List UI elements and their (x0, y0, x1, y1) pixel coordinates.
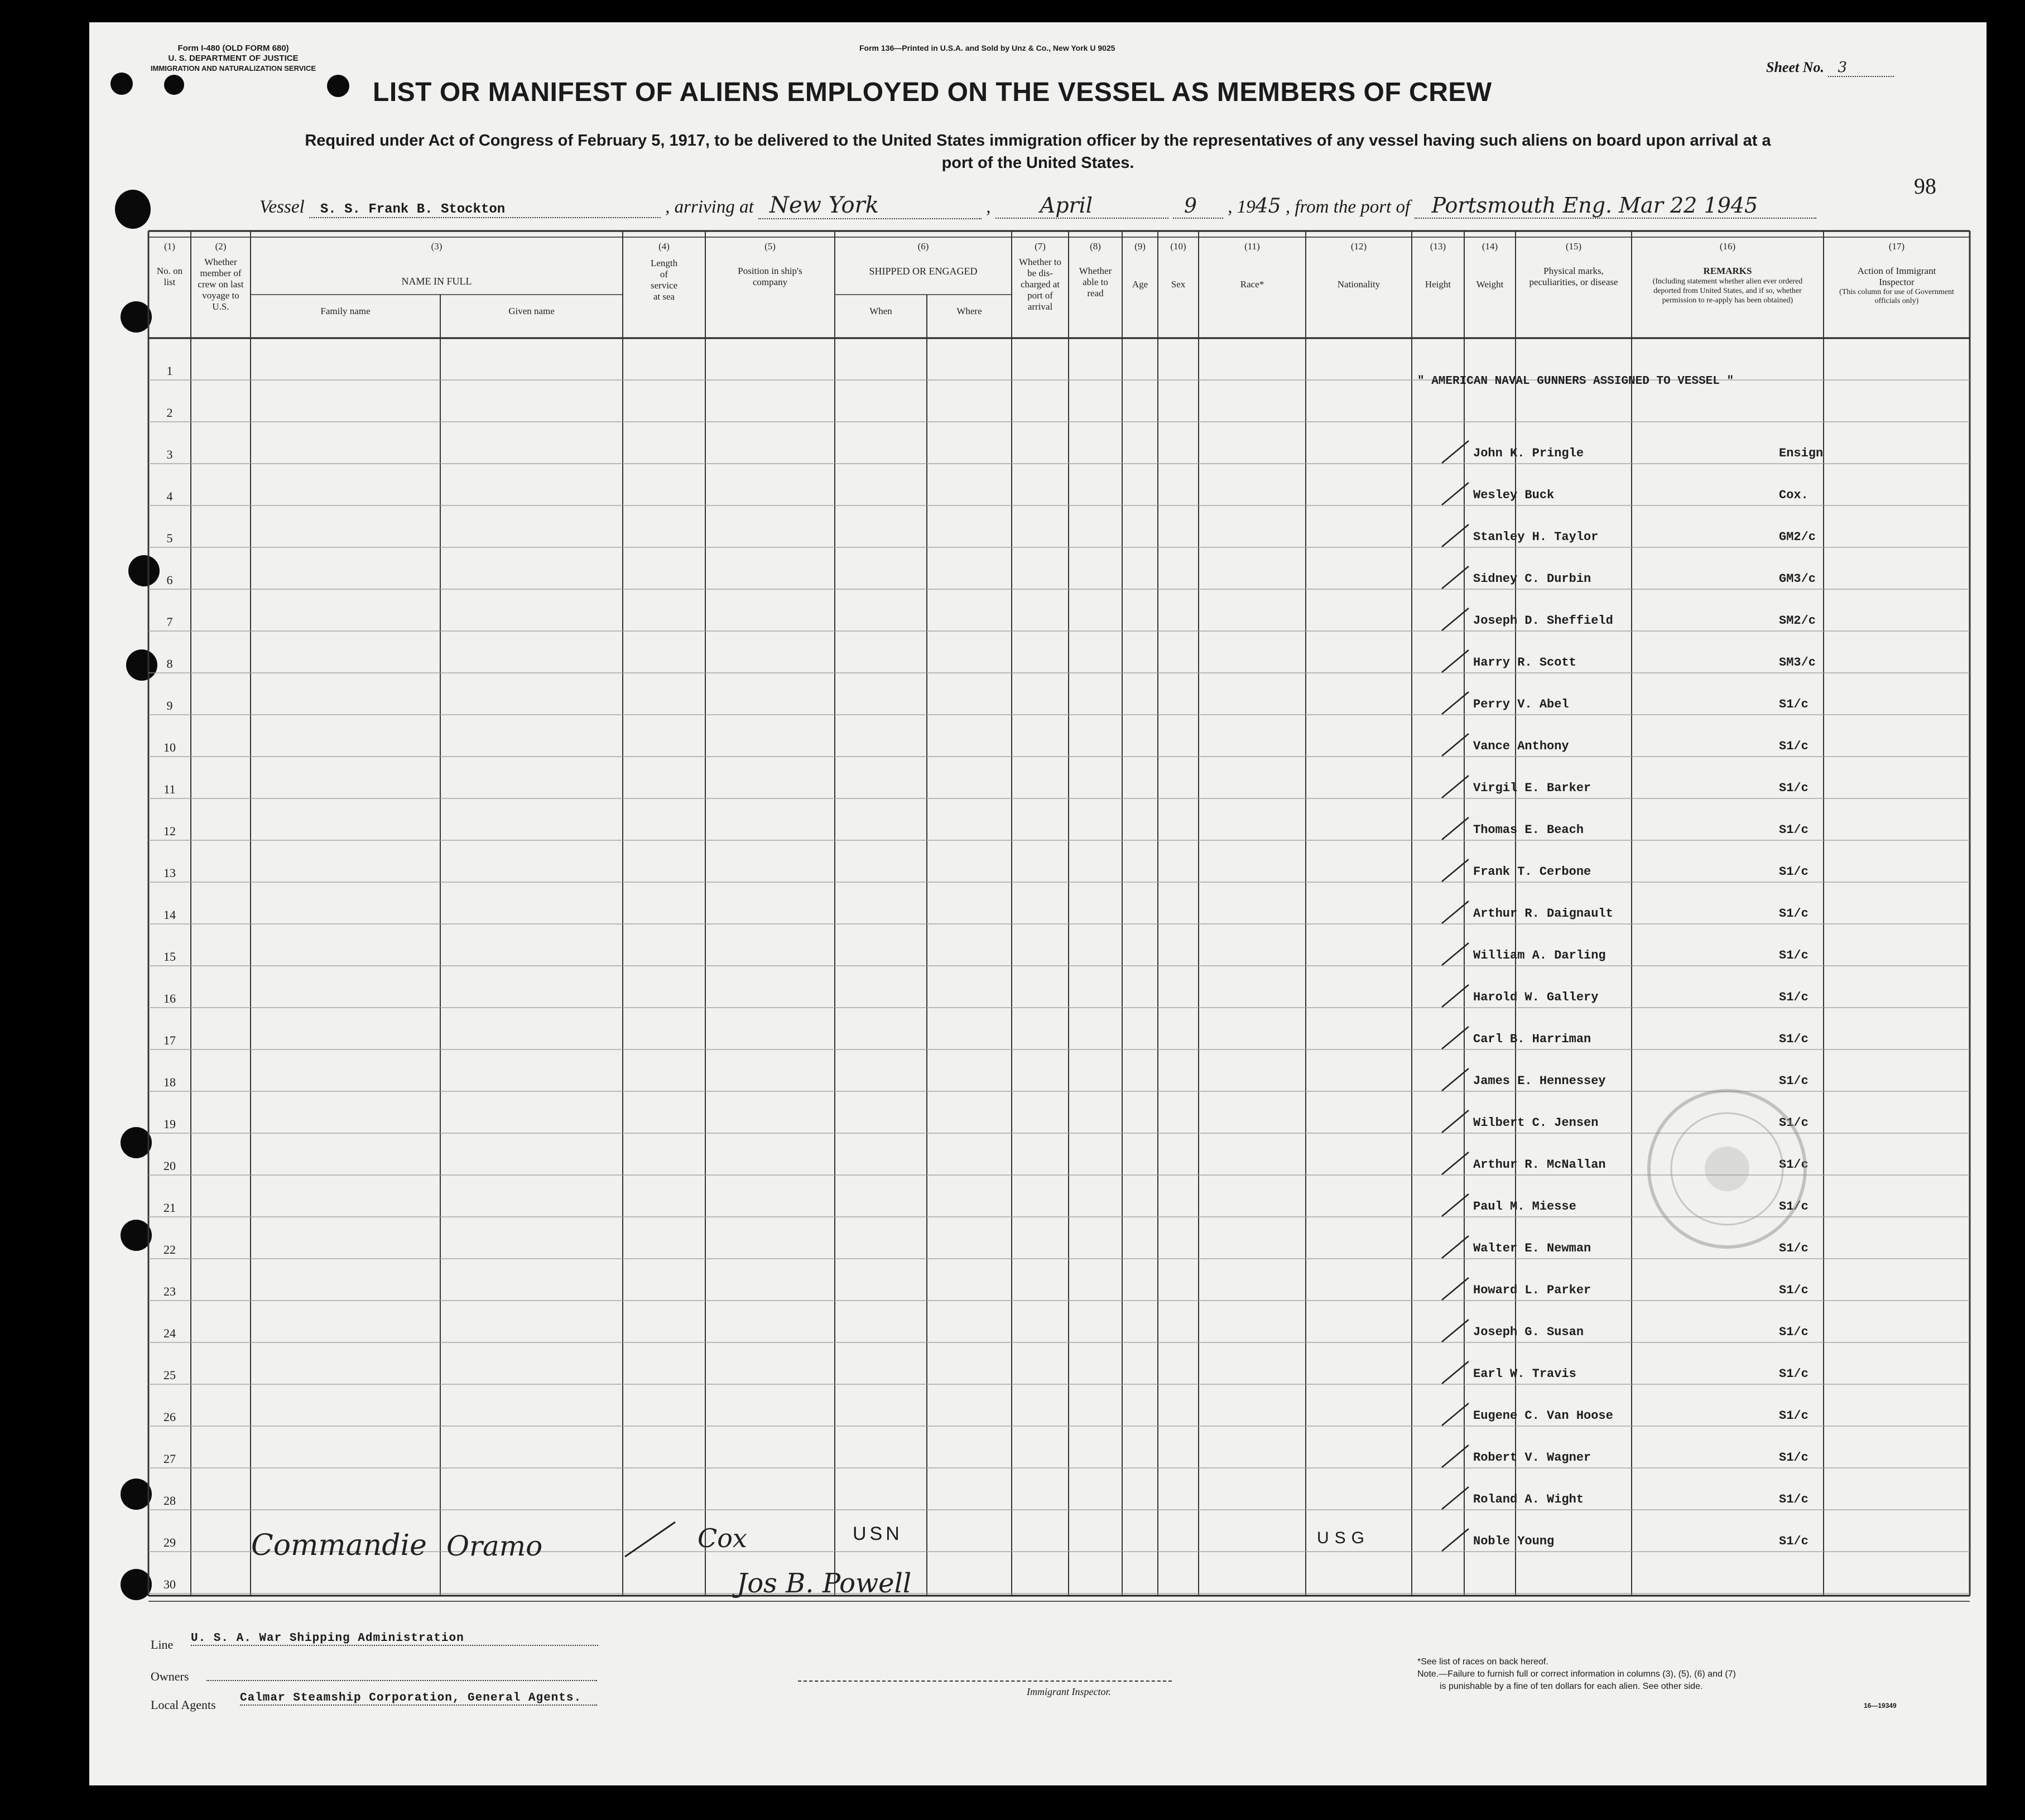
official-stamp (1641, 1082, 1814, 1255)
gunner-name: Paul M. Miesse (1473, 1200, 1576, 1214)
gunner-rank: Cox. (1779, 488, 1808, 502)
col8-header (1069, 241, 1122, 299)
col13-num: (13) (1430, 241, 1446, 252)
col17-note: (This column for use of Government officials only) (1839, 288, 1954, 305)
subtitle-line1: Required under Act of Congress of February 5, 1917, to be delivered to the United States immigration officer by the representatives of any vessel having such aliens on board upon arrival at a (305, 132, 1771, 150)
col1-header (148, 241, 191, 288)
check-mark (1439, 1527, 1472, 1554)
col17-label: Action of Immigrant Inspector (1857, 266, 1936, 287)
col2-header (191, 241, 251, 312)
col7-num: (7) (1035, 241, 1046, 252)
col11-header (1199, 241, 1306, 290)
line-value: U. S. A. War Shipping Administration (191, 1632, 598, 1646)
sheet-label: Sheet No. (1766, 59, 1824, 75)
check-mark (1439, 1234, 1472, 1262)
col13-label: Height (1425, 279, 1451, 290)
inspector-signature-line (798, 1681, 1172, 1682)
check-mark (1439, 690, 1472, 718)
row-number: 21 (163, 1201, 176, 1215)
col12-num: (12) (1350, 241, 1367, 252)
col12-header (1306, 241, 1412, 290)
manifest-page (89, 22, 1986, 1785)
check-mark (1439, 1024, 1472, 1052)
row30-slash-mark (619, 1518, 681, 1562)
gunner-name: James E. Hennessey (1473, 1074, 1606, 1088)
col4-num: (4) (658, 241, 670, 252)
col10-header (1158, 241, 1199, 290)
printer-line: Form 136—Printed in U.S.A. and Sold by Unz & Co., New York U 9025 (859, 44, 1115, 52)
col17-num: (17) (1888, 241, 1905, 252)
check-mark (1439, 1359, 1472, 1387)
gunner-name: Noble Young (1473, 1534, 1555, 1548)
col8-num: (8) (1090, 241, 1101, 252)
col11-num: (11) (1244, 241, 1260, 252)
gunner-rank: S1/c (1779, 697, 1808, 711)
row-number: 6 (166, 573, 173, 587)
gunner-rank: S1/c (1779, 1534, 1808, 1548)
comma: , (986, 197, 991, 217)
check-mark (1439, 522, 1472, 550)
col9-num: (9) (1134, 241, 1146, 252)
gunner-rank: S1/c (1779, 948, 1808, 962)
row-number: 16 (163, 991, 176, 1005)
col7-label: Whether to be dis-charged at port of arrival (1019, 257, 1061, 312)
page-title: LIST OR MANIFEST OF ALIENS EMPLOYED ON THE VESSEL AS MEMBERS OF CREW (373, 78, 1492, 107)
gunner-name: Virgil E. Barker (1473, 781, 1591, 795)
gunner-rank: SM2/c (1779, 614, 1816, 628)
gunner-name: Stanley H. Taylor (1473, 530, 1599, 544)
check-mark (1439, 1108, 1472, 1136)
line-label: Line (151, 1638, 174, 1652)
gunner-rank: SM3/c (1779, 656, 1816, 670)
check-mark (1439, 1066, 1472, 1094)
gunner-name: Walter E. Newman (1473, 1241, 1591, 1255)
vessel-label: Vessel (259, 197, 305, 217)
gunner-name: Wesley Buck (1473, 488, 1555, 502)
sheet-value: 3 (1828, 59, 1894, 77)
from-port: Portsmouth Eng. Mar 22 1945 (1415, 193, 1816, 219)
col17-header (1824, 241, 1970, 306)
check-mark (1439, 480, 1472, 508)
agents-label: Local Agents (151, 1698, 216, 1712)
col3-given-header: Given name (508, 306, 555, 316)
row-number: 9 (166, 699, 173, 712)
department: U. S. DEPARTMENT OF JUSTICE (168, 54, 299, 63)
row-number: 27 (163, 1452, 176, 1466)
col3-label: NAME IN FULL (401, 276, 472, 287)
gunner-rank: S1/c (1779, 1492, 1808, 1506)
from-label: , from the port of (1285, 197, 1411, 217)
gunner-rank: Ensign (1779, 446, 1824, 460)
gunner-name: Harold W. Gallery (1473, 990, 1599, 1004)
check-mark (1439, 648, 1472, 676)
col2-label: Whether member of crew on last voyage to U.S. (198, 257, 244, 312)
owners-value (206, 1665, 597, 1681)
gunner-name: Robert V. Wagner (1473, 1451, 1591, 1465)
check-mark (1439, 564, 1472, 592)
row-number: 20 (163, 1159, 176, 1173)
col10-label: Sex (1171, 279, 1186, 290)
col15-label: Physical marks, peculiarities, or disease (1529, 266, 1618, 287)
subtitle-line2: port of the United States. (941, 154, 1134, 172)
row30-position: Cox (698, 1523, 747, 1553)
footnote-line2: is punishable by a fine of ten dollars for each alien. See other side. (1440, 1682, 1703, 1691)
gunner-name: Frank T. Cerbone (1473, 865, 1591, 879)
col14-label: Weight (1476, 279, 1504, 290)
col5-num: (5) (764, 241, 776, 252)
col2-num: (2) (215, 241, 227, 252)
check-mark (1439, 983, 1472, 1010)
vessel-name: S. S. Frank B. Stockton (309, 202, 661, 218)
gunner-name: Vance Anthony (1473, 739, 1569, 753)
check-mark (1439, 899, 1472, 927)
gunner-name: Earl W. Travis (1473, 1367, 1576, 1381)
col5-label: Position in ship's company (738, 266, 802, 287)
row-number: 13 (163, 866, 176, 880)
col4-label: Length of service at sea (651, 258, 678, 302)
col15-num: (15) (1565, 241, 1582, 252)
gunner-rank: S1/c (1779, 1158, 1808, 1172)
col14-header (1464, 241, 1516, 290)
gunner-name: Howard L. Parker (1473, 1283, 1591, 1297)
check-mark (1439, 731, 1472, 759)
gunner-name: John K. Pringle (1473, 446, 1584, 460)
row-number: 5 (166, 531, 173, 545)
form-id: Form I-480 (OLD FORM 680) (177, 44, 289, 53)
gunner-rank: S1/c (1779, 739, 1808, 753)
col3-header (251, 241, 623, 287)
gunner-name: Perry V. Abel (1473, 697, 1569, 711)
date-day: 9 (1173, 195, 1223, 219)
row-number: 8 (166, 657, 173, 671)
gunner-name: Eugene C. Van Hoose (1473, 1409, 1613, 1423)
gunner-name: Sidney C. Durbin (1473, 572, 1591, 586)
row-number: 22 (163, 1243, 176, 1256)
page-number: 98 (1914, 174, 1936, 199)
gunner-name: Roland A. Wight (1473, 1492, 1584, 1506)
col1-num: (1) (164, 241, 175, 252)
gunner-name: Joseph G. Susan (1473, 1325, 1584, 1339)
check-mark (1439, 606, 1472, 634)
col6-where-header: Where (956, 306, 982, 316)
row-number: 3 (166, 447, 173, 461)
col7-header (1012, 241, 1069, 312)
inspector-label: Immigrant Inspector. (1027, 1686, 1111, 1697)
gunner-rank: S1/c (1779, 1074, 1808, 1088)
gunner-rank: S1/c (1779, 1032, 1808, 1046)
check-mark (1439, 1275, 1472, 1303)
row30-nationality: USG (1317, 1529, 1370, 1547)
check-mark (1439, 1150, 1472, 1178)
row-number: 26 (163, 1410, 176, 1424)
gunner-name: Arthur R. Daignault (1473, 907, 1613, 921)
gunner-rank: S1/c (1779, 823, 1808, 837)
row30-signature: Jos B. Powell (737, 1568, 912, 1599)
row-number: 17 (163, 1033, 176, 1047)
col16-label: REMARKS (1703, 266, 1752, 276)
row30-family-name: Commandie (251, 1529, 427, 1562)
col9-header (1122, 241, 1158, 290)
col12-label: Nationality (1337, 279, 1381, 290)
owners-label: Owners (151, 1669, 189, 1683)
gunner-rank: S1/c (1779, 1367, 1808, 1381)
gunner-name: Thomas E. Beach (1473, 823, 1584, 837)
gunner-rank: S1/c (1779, 865, 1808, 879)
check-mark (1439, 1192, 1472, 1220)
gunner-name: William A. Darling (1473, 948, 1606, 962)
gunner-rank: S1/c (1779, 1241, 1808, 1255)
gunner-rank: S1/c (1779, 1283, 1808, 1297)
gunner-name: Joseph D. Sheffield (1473, 614, 1613, 628)
col11-label: Race* (1240, 279, 1264, 290)
row-number: 14 (163, 908, 176, 922)
row30-given-name: Oramo (446, 1530, 543, 1562)
gunner-rank: S1/c (1779, 1325, 1808, 1339)
check-mark (1439, 439, 1472, 466)
gunners-heading: " AMERICAN NAVAL GUNNERS ASSIGNED TO VESSEL " (1417, 375, 1734, 388)
row30-service: USN (853, 1523, 903, 1544)
row-number: 10 (163, 740, 176, 754)
date-year-suffix: 45 (1255, 195, 1281, 218)
row-number: 1 (166, 364, 173, 378)
row-number: 19 (163, 1117, 176, 1131)
check-mark (1439, 1485, 1472, 1513)
row-number: 24 (163, 1326, 176, 1340)
date-year-prefix: , 19 (1228, 197, 1256, 217)
gunner-name: Arthur R. McNallan (1473, 1158, 1606, 1172)
col6-when-header: When (869, 306, 892, 316)
row-number: 2 (166, 406, 173, 420)
check-mark (1439, 1401, 1472, 1429)
col5-header (705, 241, 835, 288)
row-number: 28 (163, 1494, 176, 1508)
col6-header (835, 241, 1012, 277)
row-number: 18 (163, 1075, 176, 1089)
gunner-rank: S1/c (1779, 1116, 1808, 1130)
row-number: 23 (163, 1284, 176, 1298)
row-number: 30 (163, 1577, 176, 1591)
print-code: 16—19349 (1864, 1702, 1897, 1710)
gunner-rank: GM2/c (1779, 530, 1816, 544)
gunner-name: Wilbert C. Jensen (1473, 1116, 1599, 1130)
date-month: April (995, 193, 1168, 219)
gunner-rank: S1/c (1779, 781, 1808, 795)
col6-num: (6) (917, 241, 929, 252)
col3-num: (3) (431, 241, 442, 252)
col16-note: (Including statement whether alien ever ordered deported from United States, and if so, whether permission to re-apply has been obtained) (1652, 277, 1803, 305)
col9-label: Age (1132, 279, 1148, 290)
gunner-rank: GM3/c (1779, 572, 1816, 586)
col16-header (1632, 241, 1824, 305)
check-mark (1439, 773, 1472, 801)
col4-header (623, 241, 705, 302)
col15-header (1516, 241, 1632, 288)
col6-label: SHIPPED OR ENGAGED (869, 266, 978, 277)
service: IMMIGRATION AND NATURALIZATION SERVICE (151, 64, 316, 73)
row-number: 25 (163, 1368, 176, 1382)
row-number: 4 (166, 489, 173, 503)
check-mark (1439, 857, 1472, 885)
gunner-rank: S1/c (1779, 1409, 1808, 1423)
col1-label: No. on list (156, 266, 183, 287)
check-mark (1439, 1443, 1472, 1471)
gunner-name: Harry R. Scott (1473, 656, 1576, 670)
gunner-name: Carl B. Harriman (1473, 1032, 1591, 1046)
arriving-label: , arriving at (665, 197, 754, 217)
row-number: 29 (163, 1535, 176, 1549)
agents-value: Calmar Steamship Corporation, General Agents. (240, 1692, 597, 1706)
col8-label: Whether able to read (1079, 266, 1112, 298)
arriving-port: New York (758, 192, 982, 219)
col16-num: (16) (1719, 241, 1736, 252)
gunner-rank: S1/c (1779, 1451, 1808, 1465)
row-number: 11 (163, 782, 176, 796)
check-mark (1439, 1317, 1472, 1345)
footnote-line1: Note.—Failure to furnish full or correct information in columns (3), (5), (6) and (7) (1417, 1669, 1736, 1679)
check-mark (1439, 815, 1472, 843)
row-number: 12 (163, 824, 176, 838)
gunner-rank: S1/c (1779, 1200, 1808, 1214)
col3-family-header: Family name (320, 306, 371, 316)
col13-header (1412, 241, 1464, 290)
check-mark (1439, 941, 1472, 969)
row-number: 15 (163, 950, 176, 964)
gunner-rank: S1/c (1779, 990, 1808, 1004)
gunner-rank: S1/c (1779, 907, 1808, 921)
col10-num: (10) (1170, 241, 1186, 252)
col14-num: (14) (1482, 241, 1498, 252)
footnote-races: *See list of races on back hereof. (1417, 1657, 1548, 1667)
row-number: 7 (166, 615, 173, 629)
